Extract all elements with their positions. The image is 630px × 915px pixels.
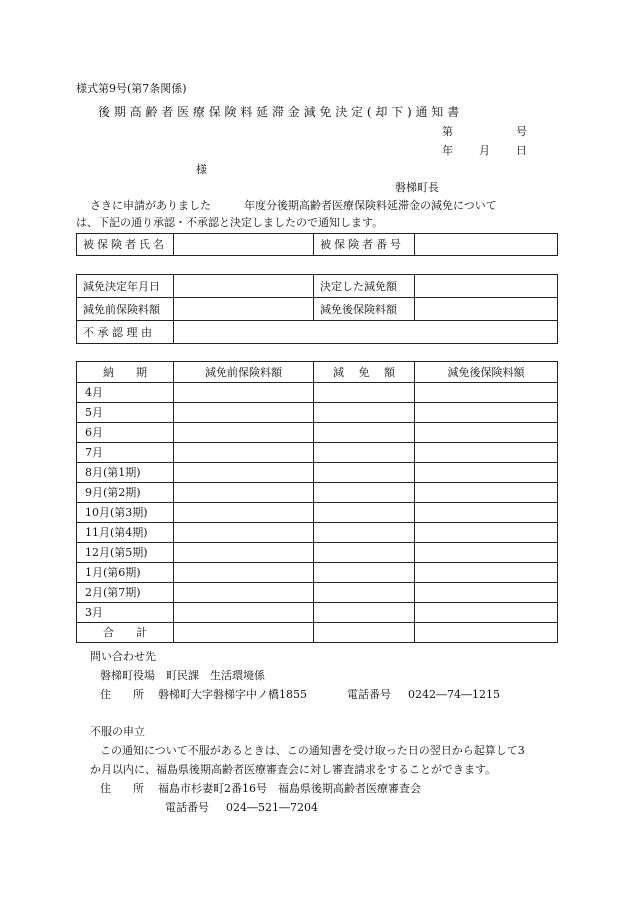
schedule-row-reduction-cell[interactable] [314,443,415,463]
schedule-row-before-cell[interactable] [174,543,314,563]
schedule-row-before-cell[interactable] [174,583,314,603]
schedule-row-before-cell[interactable] [174,423,314,443]
doc-number-label: 第 [442,125,453,138]
schedule-row-reduction-cell[interactable] [314,563,415,583]
contact-address-label: 住 所 [100,688,144,701]
contact-heading: 問い合わせ先 [90,650,156,663]
schedule-row-period: 11月(第4期) [77,523,174,543]
schedule-row-reduction-cell[interactable] [314,603,415,623]
issuer: 磐梯町長 [395,181,439,194]
date-year: 年 [442,144,453,157]
schedule-row-after-cell[interactable] [415,443,558,463]
total-reduction-cell[interactable] [314,623,415,643]
schedule-row [77,583,558,603]
schedule-row-reduction-cell[interactable] [314,523,415,543]
insured-table [76,233,558,256]
schedule-row-period: 5月 [77,403,174,423]
appeal-line-2: か月以内に、福島県後期高齢者医療審査会に対し審査請求をすることができます。 [90,763,497,776]
schedule-row-after-cell[interactable] [415,483,558,503]
before-premium-label: 減免前保険料額 [77,298,174,321]
appeal-phone: 024―521―7204 [226,801,318,814]
total-before-cell[interactable] [174,623,314,643]
total-after-cell[interactable] [415,623,558,643]
schedule-row-reduction-cell[interactable] [314,483,415,503]
addressee-suffix: 様 [196,163,207,176]
schedule-row [77,443,558,463]
schedule-row-period: 7月 [77,443,174,463]
schedule-row-after-cell[interactable] [415,423,558,443]
reason-field[interactable] [174,321,558,344]
after-premium-label: 減免後保険料額 [314,298,415,321]
schedule-row-period: 1月(第6期) [77,563,174,583]
page-title: 後 期 高 齢 者 医 療 保 険 料 延 滞 金 減 免 決 定 ( 却 下 ) 通 知 書 [98,105,460,119]
schedule-row-after-cell[interactable] [415,503,558,523]
decision-date-label: 減免決定年月日 [77,275,174,298]
schedule-row-before-cell[interactable] [174,403,314,423]
schedule-row-after-cell[interactable] [415,583,558,603]
schedule-row-after-cell[interactable] [415,603,558,623]
schedule-row-reduction-cell[interactable] [314,463,415,483]
schedule-row-period: 9月(第2期) [77,483,174,503]
schedule-row-reduction-cell[interactable] [314,543,415,563]
schedule-row-after-cell[interactable] [415,403,558,423]
schedule-row-reduction-cell[interactable] [314,583,415,603]
schedule-row [77,483,558,503]
intro-line-1: さきに申請がありました 年度分後期高齢者医療保険料延滞金の減免について [90,199,497,212]
insured-name-label: 被保険者氏名 [77,234,174,256]
schedule-row-period: 3月 [77,603,174,623]
schedule-row-period: 2月(第7期) [77,583,174,603]
schedule-row [77,523,558,543]
schedule-row [77,463,558,483]
schedule-row-after-cell[interactable] [415,543,558,563]
decision-amount-label: 決定した減免額 [314,275,415,298]
before-premium-field[interactable] [174,298,314,321]
schedule-row [77,383,558,403]
appeal-phone-label: 電話番号 [165,801,209,814]
total-label: 合 計 [77,623,174,643]
schedule-row-before-cell[interactable] [174,443,314,463]
doc-number-suffix: 号 [516,125,527,138]
schedule-row-before-cell[interactable] [174,503,314,523]
contact-phone: 0242―74―1215 [408,688,500,701]
schedule-row-period: 10月(第3期) [77,503,174,523]
schedule-row [77,503,558,523]
schedule-row-reduction-cell[interactable] [314,403,415,423]
schedule-row-reduction-cell[interactable] [314,383,415,403]
decision-amount-field[interactable] [415,275,558,298]
header-before: 減免前保険料額 [174,362,314,383]
header-after: 減免後保険料額 [415,362,558,383]
decision-table [76,274,558,344]
schedule-row [77,543,558,563]
schedule-row-before-cell[interactable] [174,463,314,483]
schedule-row-after-cell[interactable] [415,523,558,543]
contact-office: 磐梯町役場 町民課 生活環境係 [100,669,265,682]
appeal-line-1: この通知について不服があるときは、この通知書を受け取った日の翌日から起算して3 [100,744,525,757]
form-number: 様式第9号(第7条関係) [76,82,187,95]
after-premium-field[interactable] [415,298,558,321]
schedule-row [77,423,558,443]
schedule-row-period: 8月(第1期) [77,463,174,483]
date-month: 月 [479,144,490,157]
schedule-row-before-cell[interactable] [174,603,314,623]
insured-name-field[interactable] [174,234,314,256]
insured-number-label: 被保険者番号 [314,234,415,256]
decision-date-field[interactable] [174,275,314,298]
schedule-row-after-cell[interactable] [415,463,558,483]
intro-line-2: は、下記の通り承認・不承認と決定しましたので通知します。 [76,216,384,229]
schedule-row-period: 6月 [77,423,174,443]
schedule-row [77,403,558,423]
schedule-row [77,563,558,583]
contact-phone-label: 電話番号 [347,688,391,701]
schedule-row-period: 12月(第5期) [77,543,174,563]
schedule-row-after-cell[interactable] [415,383,558,403]
schedule-row-after-cell[interactable] [415,563,558,583]
date-day: 日 [516,144,527,157]
schedule-row-before-cell[interactable] [174,563,314,583]
reason-label: 不 承 認 理 由 [77,321,174,344]
appeal-address: 福島市杉妻町2番16号 福島県後期高齢者医療審査会 [158,782,421,795]
schedule-row-reduction-cell[interactable] [314,423,415,443]
insured-number-field[interactable] [415,234,558,256]
appeal-heading: 不服の申立 [90,725,145,738]
schedule-table [76,361,558,643]
schedule-row-before-cell[interactable] [174,483,314,503]
schedule-row-reduction-cell[interactable] [314,503,415,523]
contact-address: 磐梯町大字磐梯字中ノ橋1855 [158,688,307,701]
appeal-address-label: 住 所 [100,782,144,795]
header-period: 納 期 [77,362,174,383]
schedule-row-period: 4月 [77,383,174,403]
header-reduction: 減 免 額 [314,362,415,383]
schedule-row-before-cell[interactable] [174,383,314,403]
schedule-row [77,603,558,623]
schedule-row-before-cell[interactable] [174,523,314,543]
